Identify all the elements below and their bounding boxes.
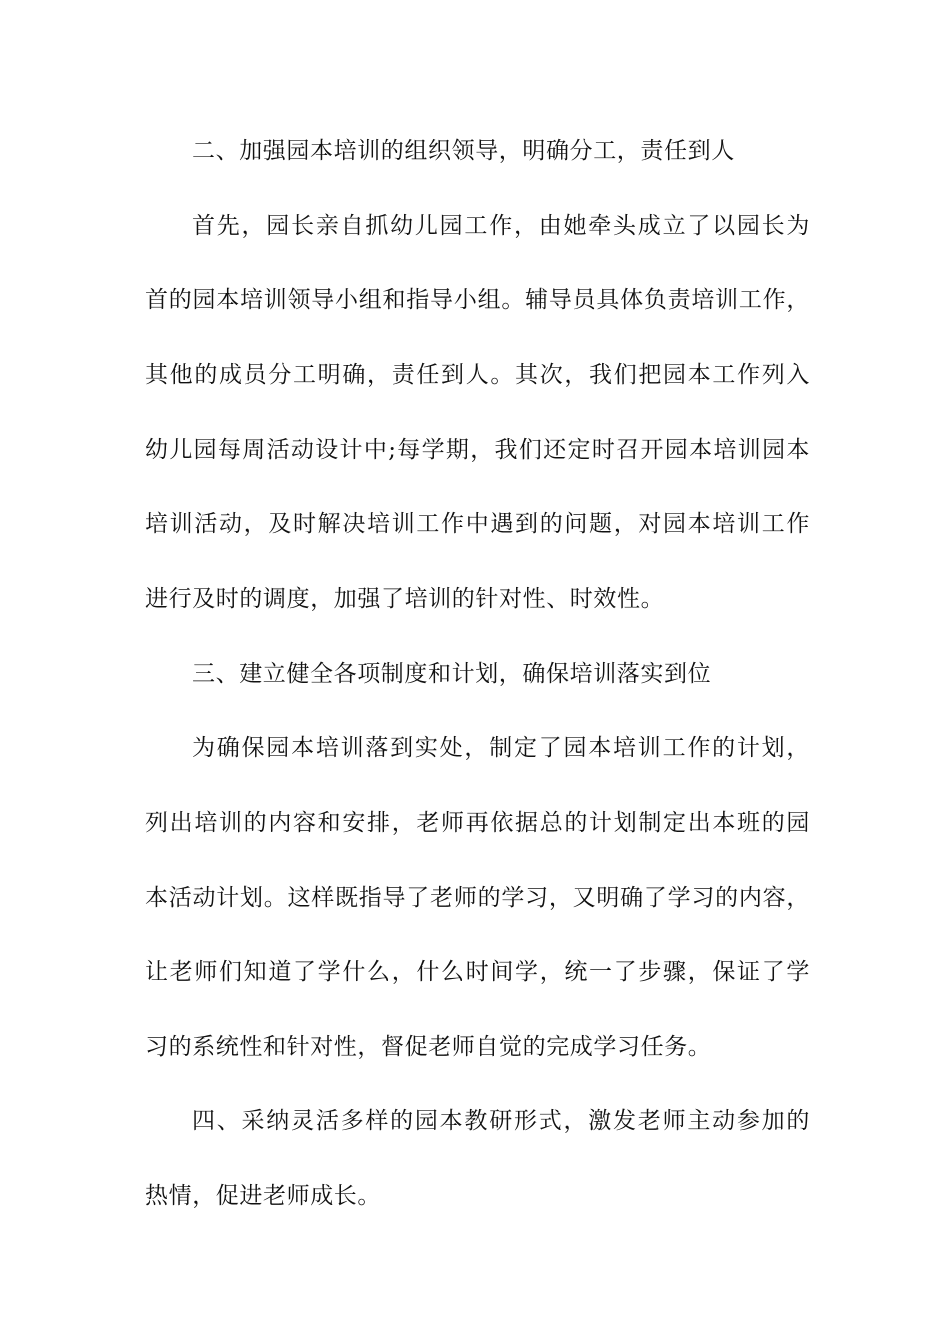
paragraph-line: 首先，园长亲自抓幼儿园工作，由她牵头成立了以园长为 — [192, 213, 810, 239]
paragraph-line: 进行及时的调度，加强了培训的针对性、时效性。 — [145, 586, 665, 612]
section-heading-3: 三、建立健全各项制度和计划，确保培训落实到位 — [192, 661, 712, 687]
section-heading-2: 二、加强园本培训的组织领导，明确分工，责任到人 — [192, 138, 735, 164]
paragraph-line: 本活动计划。这样既指导了老师的学习，又明确了学习的内容， — [145, 885, 810, 911]
paragraph-line: 为确保园本培训落到实处，制定了园本培训工作的计划， — [192, 735, 810, 761]
paragraph-line: 列出培训的内容和安排，老师再依据总的计划制定出本班的园 — [145, 810, 810, 836]
paragraph-line: 首的园本培训领导小组和指导小组。辅导员具体负责培训工作， — [145, 287, 810, 313]
paragraph-line: 培训活动，及时解决培训工作中遇到的问题，对园本培训工作 — [145, 511, 810, 537]
paragraph-line: 幼儿园每周活动设计中;每学期，我们还定时召开园本培训园本 — [145, 437, 810, 463]
paragraph-line: 习的系统性和针对性，督促老师自觉的完成学习任务。 — [145, 1034, 712, 1060]
paragraph-line: 让老师们知道了学什么，什么时间学，统一了步骤，保证了学 — [145, 959, 810, 985]
paragraph-line: 其他的成员分工明确，责任到人。其次，我们把园本工作列入 — [145, 362, 810, 388]
section-heading-4: 四、采纳灵活多样的园本教研形式，激发老师主动参加的 — [192, 1108, 810, 1134]
paragraph-line: 热情，促进老师成长。 — [145, 1183, 381, 1209]
